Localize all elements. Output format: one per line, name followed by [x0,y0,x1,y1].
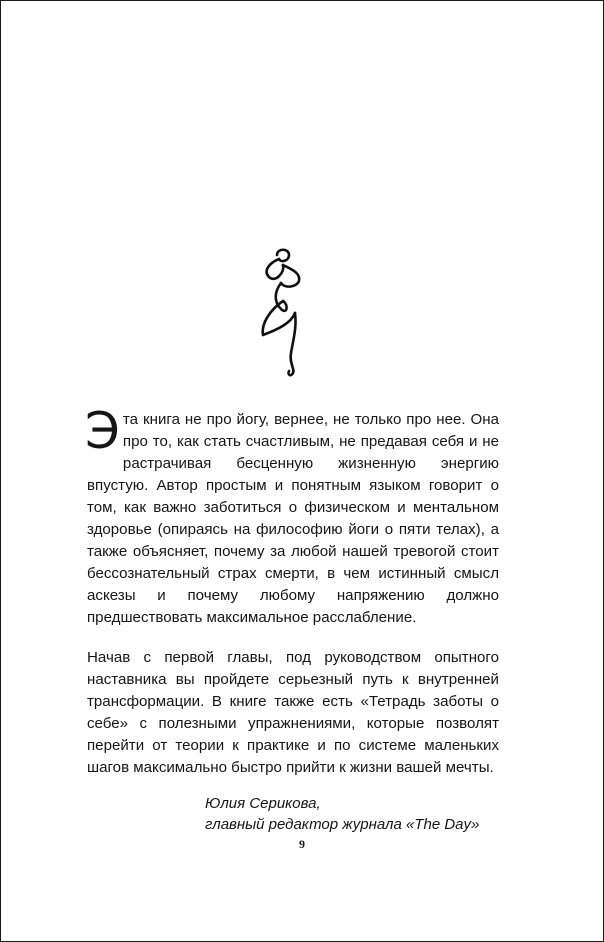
page-number: 9 [299,837,305,851]
drop-cap: Э [85,402,120,460]
yoga-tree-pose-line-icon [255,243,307,379]
signature-name: Юлия Серикова, [205,795,321,812]
signature-role: главный редактор журнала «The Day» [205,816,480,833]
paragraph-1 [85,402,499,629]
article-text [85,402,499,835]
paragraph-2: Начав с первой главы, под руководством опытного наставника вы пройдете серьезный путь к внутренней трансформации. В книге также есть «Тетрадь заботы о себе» с полезными упражнениями, которые позволят перейти от теории к практике и по системе маленьких шагов максимально быстро прийти к жизни вашей мечты. [87,649,499,776]
signature [87,793,499,835]
paragraph-1-text: та книга не про йогу, вернее, не только про нее. Она про то, как стать счастливым, не предавая себя и не растрачивая бесценную жизненную энергию впустую. Автор простым и понятным языком говорит о том, как важно заботиться о физическом и ментальном здоровье (опираясь на философию йоги о пяти телах), а также объясняет, почему за любой нашей тревогой стоит бессознательный страх смерти, в чем истинный смысл аскезы и почему любому напряжению должно предшествовать максимальное расслабление. [87,411,499,626]
